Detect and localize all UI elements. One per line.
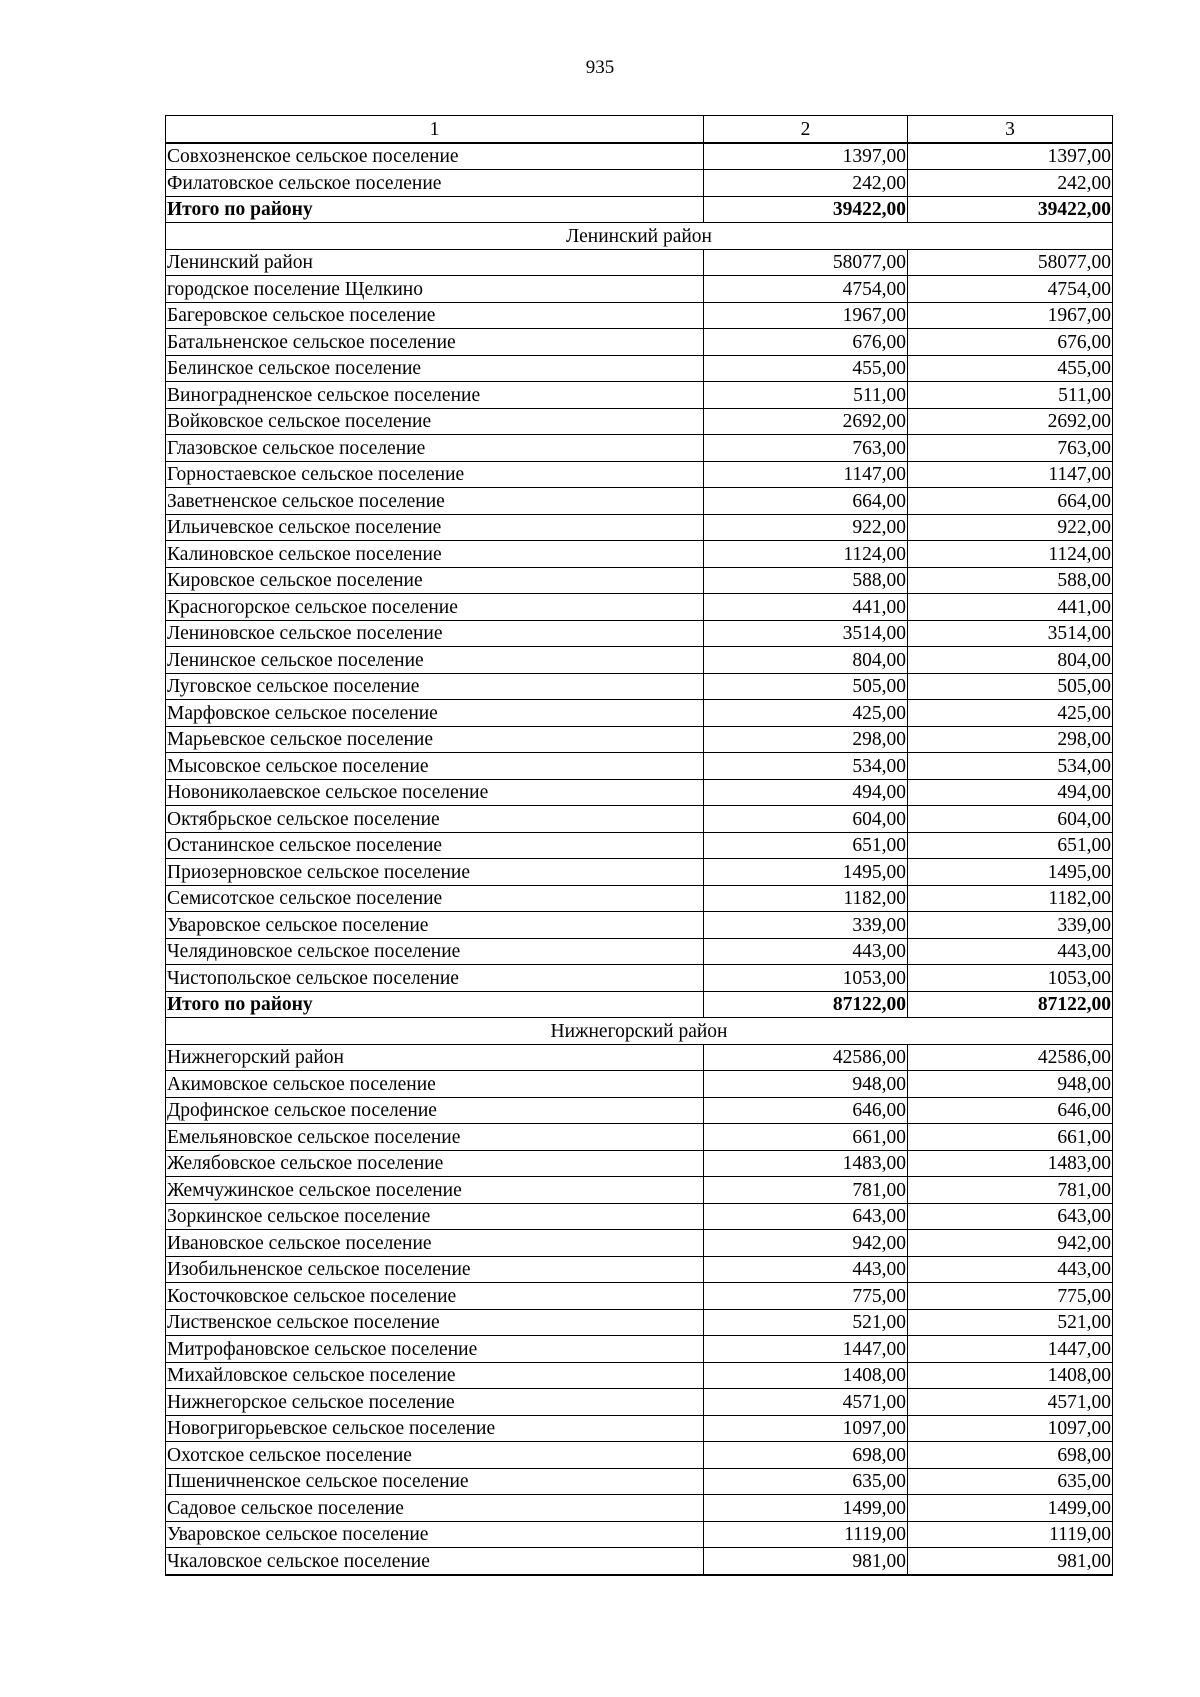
settlement-name-cell: Жемчужинское сельское поселение [166,1177,704,1204]
value-col3-cell: 4571,00 [908,1389,1113,1416]
value-col3-cell: 604,00 [908,806,1113,833]
value-col3-cell: 3514,00 [908,620,1113,647]
value-col3-cell: 505,00 [908,673,1113,700]
settlement-name-cell: Семисотское сельское поселение [166,885,704,912]
settlement-name-cell: Ильичевское сельское поселение [166,514,704,541]
value-col2-cell: 298,00 [704,726,908,753]
settlement-name-cell: Калиновское сельское поселение [166,541,704,568]
value-col2-cell: 443,00 [704,938,908,965]
table-row [166,1044,1113,1071]
value-col3-cell: 643,00 [908,1203,1113,1230]
value-col3-cell: 676,00 [908,329,1113,356]
value-col2-cell: 505,00 [704,673,908,700]
table-row [166,1521,1113,1548]
settlement-name-cell: Лиственское сельское поселение [166,1309,704,1336]
value-col2-cell: 664,00 [704,488,908,515]
value-col2-cell: 1447,00 [704,1336,908,1363]
value-col2-cell: 339,00 [704,912,908,939]
section-title: Нижнегорский район [166,1018,1113,1045]
settlement-name-cell: Филатовское сельское поселение [166,170,704,197]
value-col3-cell: 1147,00 [908,461,1113,488]
value-col3-cell: 981,00 [908,1548,1113,1575]
value-col3-cell: 1182,00 [908,885,1113,912]
settlement-name-cell: Емельяновское сельское поселение [166,1124,704,1151]
settlement-name-cell: Войковское сельское поселение [166,408,704,435]
value-col3-cell: 443,00 [908,1256,1113,1283]
settlement-name-cell: Луговское сельское поселение [166,673,704,700]
table-row [166,461,1113,488]
settlement-name-cell: Марьевское сельское поселение [166,726,704,753]
column-header-3: 3 [908,116,1113,143]
value-col2-cell: 494,00 [704,779,908,806]
table-row [166,1309,1113,1336]
section-title: Ленинский район [166,223,1113,250]
table-row [166,276,1113,303]
value-col2-cell: 635,00 [704,1468,908,1495]
settlement-name-cell: Пшеничненское сельское поселение [166,1468,704,1495]
value-col3-cell: 521,00 [908,1309,1113,1336]
table-row [166,647,1113,674]
settlement-name-cell: Акимовское сельское поселение [166,1071,704,1098]
value-col2-cell: 981,00 [704,1548,908,1575]
table-row [166,700,1113,727]
table-row [166,779,1113,806]
settlement-name-cell: Ивановское сельское поселение [166,1230,704,1257]
value-col2-cell: 3514,00 [704,620,908,647]
value-col3-cell: 443,00 [908,938,1113,965]
table-row [166,514,1113,541]
table-row [166,1071,1113,1098]
value-col2-cell: 1053,00 [704,965,908,992]
value-col2-cell: 646,00 [704,1097,908,1124]
value-col2-cell: 4754,00 [704,276,908,303]
table-row [166,170,1113,197]
value-col3-cell: 942,00 [908,1230,1113,1257]
table-row [166,355,1113,382]
table-row [166,1150,1113,1177]
value-col2-cell: 242,00 [704,170,908,197]
table-row [166,488,1113,515]
value-col3-cell: 455,00 [908,355,1113,382]
value-col2-cell: 1967,00 [704,302,908,329]
table-row [166,541,1113,568]
table-row [166,302,1113,329]
value-col3-cell: 1483,00 [908,1150,1113,1177]
table-row [166,673,1113,700]
value-col3-cell: 1397,00 [908,143,1113,170]
settlement-name-cell: Итого по району [166,196,704,223]
settlement-name-cell: Уваровское сельское поселение [166,1521,704,1548]
value-col2-cell: 698,00 [704,1442,908,1469]
page-number: 935 [585,57,615,78]
value-col3-cell: 661,00 [908,1124,1113,1151]
settlement-name-cell: Останинское сельское поселение [166,832,704,859]
value-col3-cell: 804,00 [908,647,1113,674]
value-col3-cell: 922,00 [908,514,1113,541]
value-col3-cell: 511,00 [908,382,1113,409]
table-row [166,1362,1113,1389]
value-col2-cell: 781,00 [704,1177,908,1204]
table-row [166,1124,1113,1151]
settlement-name-cell: Горностаевское сельское поселение [166,461,704,488]
table-row [166,885,1113,912]
settlement-name-cell: Изобильненское сельское поселение [166,1256,704,1283]
value-col3-cell: 1053,00 [908,965,1113,992]
settlement-name-cell: Мысовское сельское поселение [166,753,704,780]
value-col2-cell: 511,00 [704,382,908,409]
table-header [166,116,1113,143]
value-col3-cell: 425,00 [908,700,1113,727]
settlement-name-cell: Марфовское сельское поселение [166,700,704,727]
settlement-name-cell: Нижнегорское сельское поселение [166,1389,704,1416]
value-col2-cell: 521,00 [704,1309,908,1336]
value-col3-cell: 1967,00 [908,302,1113,329]
value-col2-cell: 1499,00 [704,1495,908,1522]
value-col2-cell: 604,00 [704,806,908,833]
value-col3-cell: 1499,00 [908,1495,1113,1522]
column-header-1: 1 [166,116,704,143]
value-col3-cell: 39422,00 [908,196,1113,223]
settlement-name-cell: Виноградненское сельское поселение [166,382,704,409]
settlement-name-cell: Косточковское сельское поселение [166,1283,704,1310]
value-col3-cell: 58077,00 [908,249,1113,276]
table-row [166,1548,1113,1575]
value-col2-cell: 763,00 [704,435,908,462]
table-body [166,143,1113,1575]
settlement-name-cell: Ленинский район [166,249,704,276]
table-row [166,806,1113,833]
settlement-name-cell: Багеровское сельское поселение [166,302,704,329]
value-col3-cell: 1447,00 [908,1336,1113,1363]
table-row [166,1442,1113,1469]
value-col2-cell: 441,00 [704,594,908,621]
settlement-name-cell: Михайловское сельское поселение [166,1362,704,1389]
value-col2-cell: 661,00 [704,1124,908,1151]
settlement-name-cell: Новониколаевское сельское поселение [166,779,704,806]
value-col3-cell: 775,00 [908,1283,1113,1310]
section-header-row [166,223,1113,250]
settlement-name-cell: Нижнегорский район [166,1044,704,1071]
value-col2-cell: 425,00 [704,700,908,727]
value-col3-cell: 339,00 [908,912,1113,939]
value-col3-cell: 242,00 [908,170,1113,197]
value-col2-cell: 1397,00 [704,143,908,170]
value-col2-cell: 4571,00 [704,1389,908,1416]
table-row [166,594,1113,621]
table-row [166,329,1113,356]
value-col3-cell: 1097,00 [908,1415,1113,1442]
table-row [166,1283,1113,1310]
settlement-name-cell: Новогригорьевское сельское поселение [166,1415,704,1442]
table-row [166,1097,1113,1124]
value-col3-cell: 441,00 [908,594,1113,621]
settlement-name-cell: Митрофановское сельское поселение [166,1336,704,1363]
value-col3-cell: 4754,00 [908,276,1113,303]
value-col2-cell: 1119,00 [704,1521,908,1548]
table-row [166,965,1113,992]
settlement-name-cell: Батальненское сельское поселение [166,329,704,356]
table-row [166,938,1113,965]
value-col2-cell: 87122,00 [704,991,908,1018]
value-col2-cell: 942,00 [704,1230,908,1257]
value-col2-cell: 922,00 [704,514,908,541]
table-row [166,726,1113,753]
value-col2-cell: 1147,00 [704,461,908,488]
settlement-name-cell: Заветненское сельское поселение [166,488,704,515]
value-col2-cell: 948,00 [704,1071,908,1098]
table-row [166,1468,1113,1495]
budget-table [165,115,1113,1576]
settlement-name-cell: Дрофинское сельское поселение [166,1097,704,1124]
header-row [166,116,1113,143]
table-row [166,143,1113,170]
table-row [166,1203,1113,1230]
value-col3-cell: 664,00 [908,488,1113,515]
settlement-name-cell: Глазовское сельское поселение [166,435,704,462]
table-row [166,1256,1113,1283]
table-row [166,1389,1113,1416]
value-col3-cell: 87122,00 [908,991,1113,1018]
total-row [166,991,1113,1018]
value-col3-cell: 1124,00 [908,541,1113,568]
table-row [166,567,1113,594]
settlement-name-cell: Уваровское сельское поселение [166,912,704,939]
value-col3-cell: 1408,00 [908,1362,1113,1389]
settlement-name-cell: Красногорское сельское поселение [166,594,704,621]
settlement-name-cell: Октябрьское сельское поселение [166,806,704,833]
settlement-name-cell: Ленинское сельское поселение [166,647,704,674]
value-col2-cell: 1097,00 [704,1415,908,1442]
value-col2-cell: 1182,00 [704,885,908,912]
settlement-name-cell: Белинское сельское поселение [166,355,704,382]
settlement-name-cell: Чистопольское сельское поселение [166,965,704,992]
settlement-name-cell: Челядиновское сельское поселение [166,938,704,965]
value-col2-cell: 58077,00 [704,249,908,276]
value-col2-cell: 455,00 [704,355,908,382]
table-row [166,1415,1113,1442]
table-row [166,1177,1113,1204]
table-row [166,382,1113,409]
total-row [166,196,1113,223]
value-col2-cell: 588,00 [704,567,908,594]
value-col2-cell: 1408,00 [704,1362,908,1389]
value-col3-cell: 698,00 [908,1442,1113,1469]
value-col2-cell: 651,00 [704,832,908,859]
value-col3-cell: 494,00 [908,779,1113,806]
value-col2-cell: 443,00 [704,1256,908,1283]
settlement-name-cell: Лениновское сельское поселение [166,620,704,647]
table-row [166,1336,1113,1363]
table-row [166,832,1113,859]
value-col2-cell: 804,00 [704,647,908,674]
column-header-2: 2 [704,116,908,143]
value-col2-cell: 1483,00 [704,1150,908,1177]
table-row [166,753,1113,780]
settlement-name-cell: Охотское сельское поселение [166,1442,704,1469]
value-col3-cell: 763,00 [908,435,1113,462]
settlement-name-cell: Зоркинское сельское поселение [166,1203,704,1230]
section-header-row [166,1018,1113,1045]
settlement-name-cell: городское поселение Щелкино [166,276,704,303]
table-row [166,1495,1113,1522]
value-col2-cell: 676,00 [704,329,908,356]
settlement-name-cell: Садовое сельское поселение [166,1495,704,1522]
settlement-name-cell: Итого по району [166,991,704,1018]
value-col2-cell: 1495,00 [704,859,908,886]
value-col3-cell: 948,00 [908,1071,1113,1098]
value-col3-cell: 42586,00 [908,1044,1113,1071]
table-row [166,249,1113,276]
value-col3-cell: 2692,00 [908,408,1113,435]
table-row [166,620,1113,647]
value-col2-cell: 534,00 [704,753,908,780]
table-row [166,1230,1113,1257]
value-col2-cell: 1124,00 [704,541,908,568]
value-col3-cell: 635,00 [908,1468,1113,1495]
table-row [166,435,1113,462]
value-col2-cell: 42586,00 [704,1044,908,1071]
table-row [166,859,1113,886]
value-col2-cell: 39422,00 [704,196,908,223]
value-col2-cell: 2692,00 [704,408,908,435]
settlement-name-cell: Чкаловское сельское поселение [166,1548,704,1575]
value-col3-cell: 781,00 [908,1177,1113,1204]
value-col3-cell: 651,00 [908,832,1113,859]
value-col3-cell: 534,00 [908,753,1113,780]
table-row [166,408,1113,435]
value-col3-cell: 1495,00 [908,859,1113,886]
value-col3-cell: 646,00 [908,1097,1113,1124]
settlement-name-cell: Совхозненское сельское поселение [166,143,704,170]
settlement-name-cell: Желябовское сельское поселение [166,1150,704,1177]
settlement-name-cell: Приозерновское сельское поселение [166,859,704,886]
value-col2-cell: 643,00 [704,1203,908,1230]
value-col3-cell: 298,00 [908,726,1113,753]
value-col2-cell: 775,00 [704,1283,908,1310]
value-col3-cell: 1119,00 [908,1521,1113,1548]
value-col3-cell: 588,00 [908,567,1113,594]
settlement-name-cell: Кировское сельское поселение [166,567,704,594]
table-row [166,912,1113,939]
